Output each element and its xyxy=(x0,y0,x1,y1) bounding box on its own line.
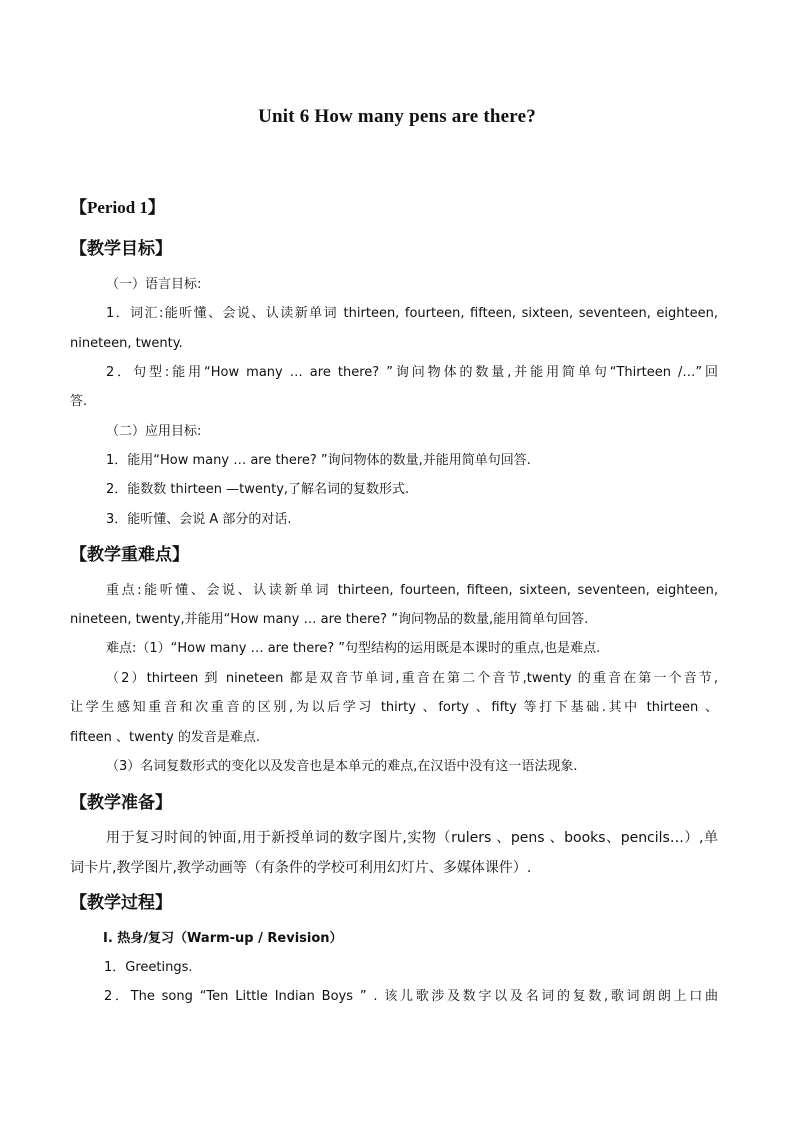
application-goal-1: 1．能用“How many … are there? ”询问物体的数量,并能用简单句回答. xyxy=(106,453,531,468)
vocab-line-1: 1．词汇:能听懂、会说、认读新单词 thirteen, fourteen, fifteen, sixteen, seventeen, eighteen, xyxy=(106,306,718,321)
difficulty-line-4: fifteen 、twenty 的发音是难点. xyxy=(70,730,261,745)
step-song: 2．The song “Ten Little Indian Boys ” . 该儿歌涉及数字以及名词的复数,歌词朗朗上口曲 xyxy=(104,989,718,1004)
language-goal-label: （一）语言目标: xyxy=(106,277,202,292)
difficulty-line-5: （3）名词复数形式的变化以及发音也是本单元的难点,在汉语中没有这一语法现象. xyxy=(106,759,578,774)
application-goal-label: （二）应用目标: xyxy=(106,424,202,439)
key-point-line-2: nineteen, twenty,并能用“How many … are there? ”询问物品的数量,能用简单句回答. xyxy=(70,612,589,627)
key-points-heading: 【教学重难点】 xyxy=(70,545,189,565)
difficulty-line-2: （2）thirteen 到 nineteen 都是双音节单词,重音在第二个音节,twenty 的重音在第一个音节, xyxy=(106,671,718,686)
preparation-line-1: 用于复习时间的钟面,用于新授单词的数字图片,实物（rulers 、pens 、books、pencils…）,单 xyxy=(106,830,718,846)
preparation-line-2: 词卡片,教学图片,教学动画等（有条件的学校可利用幻灯片、多媒体课件）. xyxy=(70,860,532,876)
warmup-subheading: I. 热身/复习（Warm-up / Revision） xyxy=(103,931,343,946)
sentence-line-2: 答. xyxy=(70,394,88,409)
application-goal-3: 3．能听懂、会说 A 部分的对话. xyxy=(106,512,292,527)
period-heading: 【Period 1】 xyxy=(70,198,165,217)
difficulty-line-1: 难点:（1）“How many … are there? ”句型结构的运用既是本课时的重点,也是难点. xyxy=(106,641,601,656)
step-greetings: 1．Greetings. xyxy=(104,960,193,975)
goals-heading: 【教学目标】 xyxy=(70,239,172,259)
application-goal-2: 2．能数数 thirteen —twenty,了解名词的复数形式. xyxy=(106,482,410,497)
preparation-heading: 【教学准备】 xyxy=(70,793,172,813)
vocab-line-2: nineteen, twenty. xyxy=(70,336,183,351)
key-point-line-1: 重点:能听懂、会说、认读新单词 thirteen, fourteen, fifteen, sixteen, seventeen, eighteen, xyxy=(106,583,718,598)
difficulty-line-3: 让学生感知重音和次重音的区别,为以后学习 thirty 、forty 、fifty 等打下基础.其中 thirteen 、 xyxy=(70,700,718,715)
document-title: Unit 6 How many pens are there? xyxy=(258,106,536,127)
process-heading: 【教学过程】 xyxy=(70,893,172,913)
sentence-line-1: 2．句型:能用“How many … are there? ”询问物体的数量,并能用简单句“Thirteen /…”回 xyxy=(106,365,718,380)
